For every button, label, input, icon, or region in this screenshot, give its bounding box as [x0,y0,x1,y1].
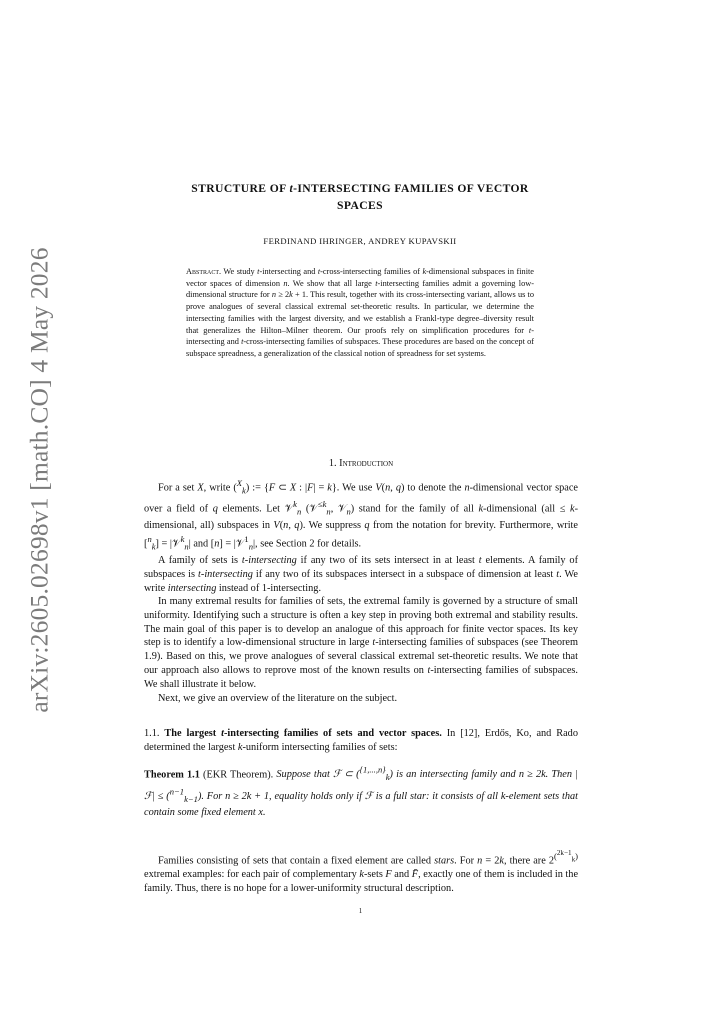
subsection-paragraph: 1.1. The largest t-intersecting families of sets and vector spaces. In [12], Erdős, Ko, and Rado determined the largest k-uniform intersecting families of sets: [144,728,578,753]
theorem-paragraph: Theorem 1.1 (EKR Theorem). Suppose that ℱ ⊂ ($^{\{1,...,n\}}_k$) is an intersecting family and n ≥ 2k. Then |ℱ| ≤ ($^{n-1}_{k-1}$). For n ≥ 2k + 1, equality holds only if ℱ is a full star: it consists of all k-element sets that contain some fixed element x. [144,765,578,819]
stars-text: Families consisting of sets that contain a fixed element are called stars. For n = 2k, there are $2^{(^{2k-1}_k)}$ extremal examples: for each pair of complementary k-sets F and F̄, exactly one of them is included in the family. Thus, there is no hope for a lower-uniformity structural description. [144,849,579,894]
authors: FERDINAND IHRINGER, ANDREY KUPAVSKII [263,236,457,246]
arxiv-identifier-text: arXiv:2605.02698v1 [math.CO] 4 May 2026 [25,247,54,713]
stars-paragraph [144,847,578,895]
section-title: 1. Introduction [328,458,394,469]
introduction-body [144,477,578,691]
theorem-1-1 [144,764,578,820]
intro-paragraph-1: For a set X, write ($^X_k$) := {F ⊂ X : |F| = k}. We use V(n, q) to denote the n-dimensional vector space over a field of q elements. Let 𝒱$^k_n$ (𝒱$^{\le k}_n$, 𝒱$_n$) stand for the family of all k-dimensional (all ≤ k-dimensional, all) subspaces in V(n, q). We suppress q from the notation for brevity. Furthermore, write [$^n_k$] = |𝒱$^k_n$| and [n] = |𝒱$^1_n$|, see Section 2 for details. [144,478,578,552]
abstract-label: Abstract. [186,267,222,276]
paper-title [150,180,570,214]
theorem-label: Theorem 1.1 [144,769,200,781]
abstract: Abstract. We study t-intersecting and t-cross-intersecting families of k-dimensional subspaces in finite vector spaces of dimension n. We show that all large t-intersecting families admit a governing low-dimensional structure for n ≥ 2k + 1. This result, together with its cross-intersecting variant, allows us to prove analogues of several classical extremal set-theoretic results. In particular, we determine the intersecting families with the largest diversity, and we establish a Frankl-type degree–diversity result that generalizes the Hilton–Milner theorem. Our proofs rely on simplification procedures for t-intersecting and t-cross-intersecting families of subspaces. These procedures are based on the concept of subspace spreadness, a generalization of the classical notion of spreadness for set systems. [186,267,534,358]
arxiv-identifier [20,247,60,713]
intro-paragraph-2: A family of sets is t-intersecting if any two of its sets intersect in at least t elements. A family of subspaces is t-intersecting if any two of its subspaces intersect in a subspace of dimension at least t. We write intersecting instead of 1-intersecting. [144,555,579,594]
overview-text: Next, we give an overview of the literature on the subject. [158,693,398,704]
page-number: 1 [358,907,363,915]
subsection-number: 1.1. [144,728,160,739]
subsection-1-1 [144,727,578,754]
intro-paragraph-3: In many extremal results for families of sets, the extremal family is governed by a structure of small uniformity. Identifying such a structure is often a key step in proving both extremal and stability results. The main goal of this paper is to develop an analogue of this approach for finite vector spaces. Its key step is to identify a low-dimensional structure in large t-intersecting families of subspaces (see Theorem 1.9). Based on this, we prove analogues of several classical extremal set-theoretic results. We note that our approach also allows to reprove most of the known results on t-intersecting families of subspaces. We shall illustrate it below. [144,596,578,690]
paper-title-line-2: SPACES [337,199,383,212]
overview-sentence [144,692,578,706]
paper-title-line-1: STRUCTURE OF t-INTERSECTING FAMILIES OF VECTOR [191,182,529,195]
theorem-name: (EKR Theorem). [203,769,274,781]
